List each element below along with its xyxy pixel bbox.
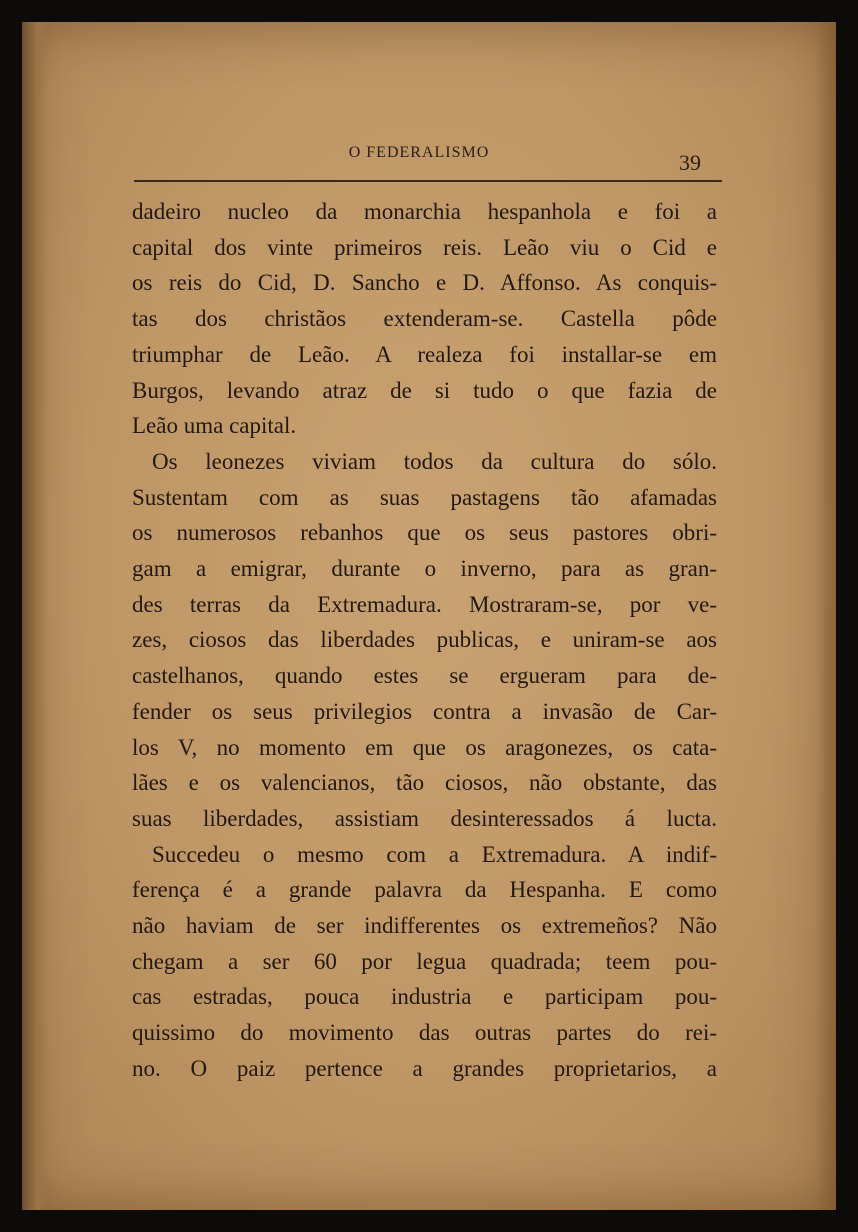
text-line: castelhanos, quando estes se ergueram para de- <box>132 663 717 689</box>
text-line: triumphar de Leão. A realeza foi installar-se em <box>132 341 717 367</box>
text-line: des terras da Extremadura. Mostraram-se, por ve- <box>132 591 717 617</box>
text-line: Leão uma capital. <box>132 413 297 439</box>
text-line: quissimo do movimento das outras partes do rei- <box>132 1020 717 1046</box>
text-line: tas dos christãos extenderam-se. Castella pôde <box>132 306 717 332</box>
text-line: os numerosos rebanhos que os seus pastores obri- <box>132 520 717 546</box>
text-line: capital dos vinte primeiros reis. Leão viu o Cid e <box>132 234 717 260</box>
text-line: los V, no momento em que os aragonezes, os cata- <box>132 734 717 760</box>
text-line: no. O paiz pertence a grandes proprietarios, a <box>132 1055 717 1081</box>
text-line: ferença é a grande palavra da Hespanha. E como <box>132 877 717 903</box>
text-line: Sustentam com as suas pastagens tão afamadas <box>132 484 717 510</box>
page-number: 39 <box>679 150 701 175</box>
text-line: Os leonezes viviam todos da cultura do sólo. <box>152 448 717 474</box>
text-line: chegam a ser 60 por legua quadrada; teem pou- <box>132 948 717 974</box>
text-line: os reis do Cid, D. Sancho e D. Affonso. As conquis- <box>132 270 717 296</box>
running-head: O FEDERALISMO <box>348 144 490 161</box>
text-line: cas estradas, pouca industria e participam pou- <box>132 984 717 1010</box>
text-line: fender os seus privilegios contra a invasão de Car- <box>132 698 717 724</box>
header-rule <box>134 180 722 182</box>
text-line: Burgos, levando atraz de si tudo o que fazia de <box>132 377 717 403</box>
book-page <box>22 22 836 1210</box>
text-line: lães e os valencianos, tão ciosos, não obstante, das <box>132 770 717 796</box>
text-line: zes, ciosos das liberdades publicas, e uniram-se aos <box>132 627 717 653</box>
text-line: suas liberdades, assistiam desinteressados á lucta. <box>132 805 717 831</box>
text-line: não haviam de ser indifferentes os extremeños? Não <box>132 913 717 939</box>
page-edge-shadow <box>816 22 836 1210</box>
text-line: Succedeu o mesmo com a Extremadura. A indif- <box>152 841 717 867</box>
text-line: gam a emigrar, durante o inverno, para as gran- <box>132 556 717 582</box>
page-gutter-shadow <box>22 22 48 1210</box>
text-line: dadeiro nucleo da monarchia hespanhola e foi a <box>132 199 717 224</box>
body-text <box>132 194 717 1087</box>
